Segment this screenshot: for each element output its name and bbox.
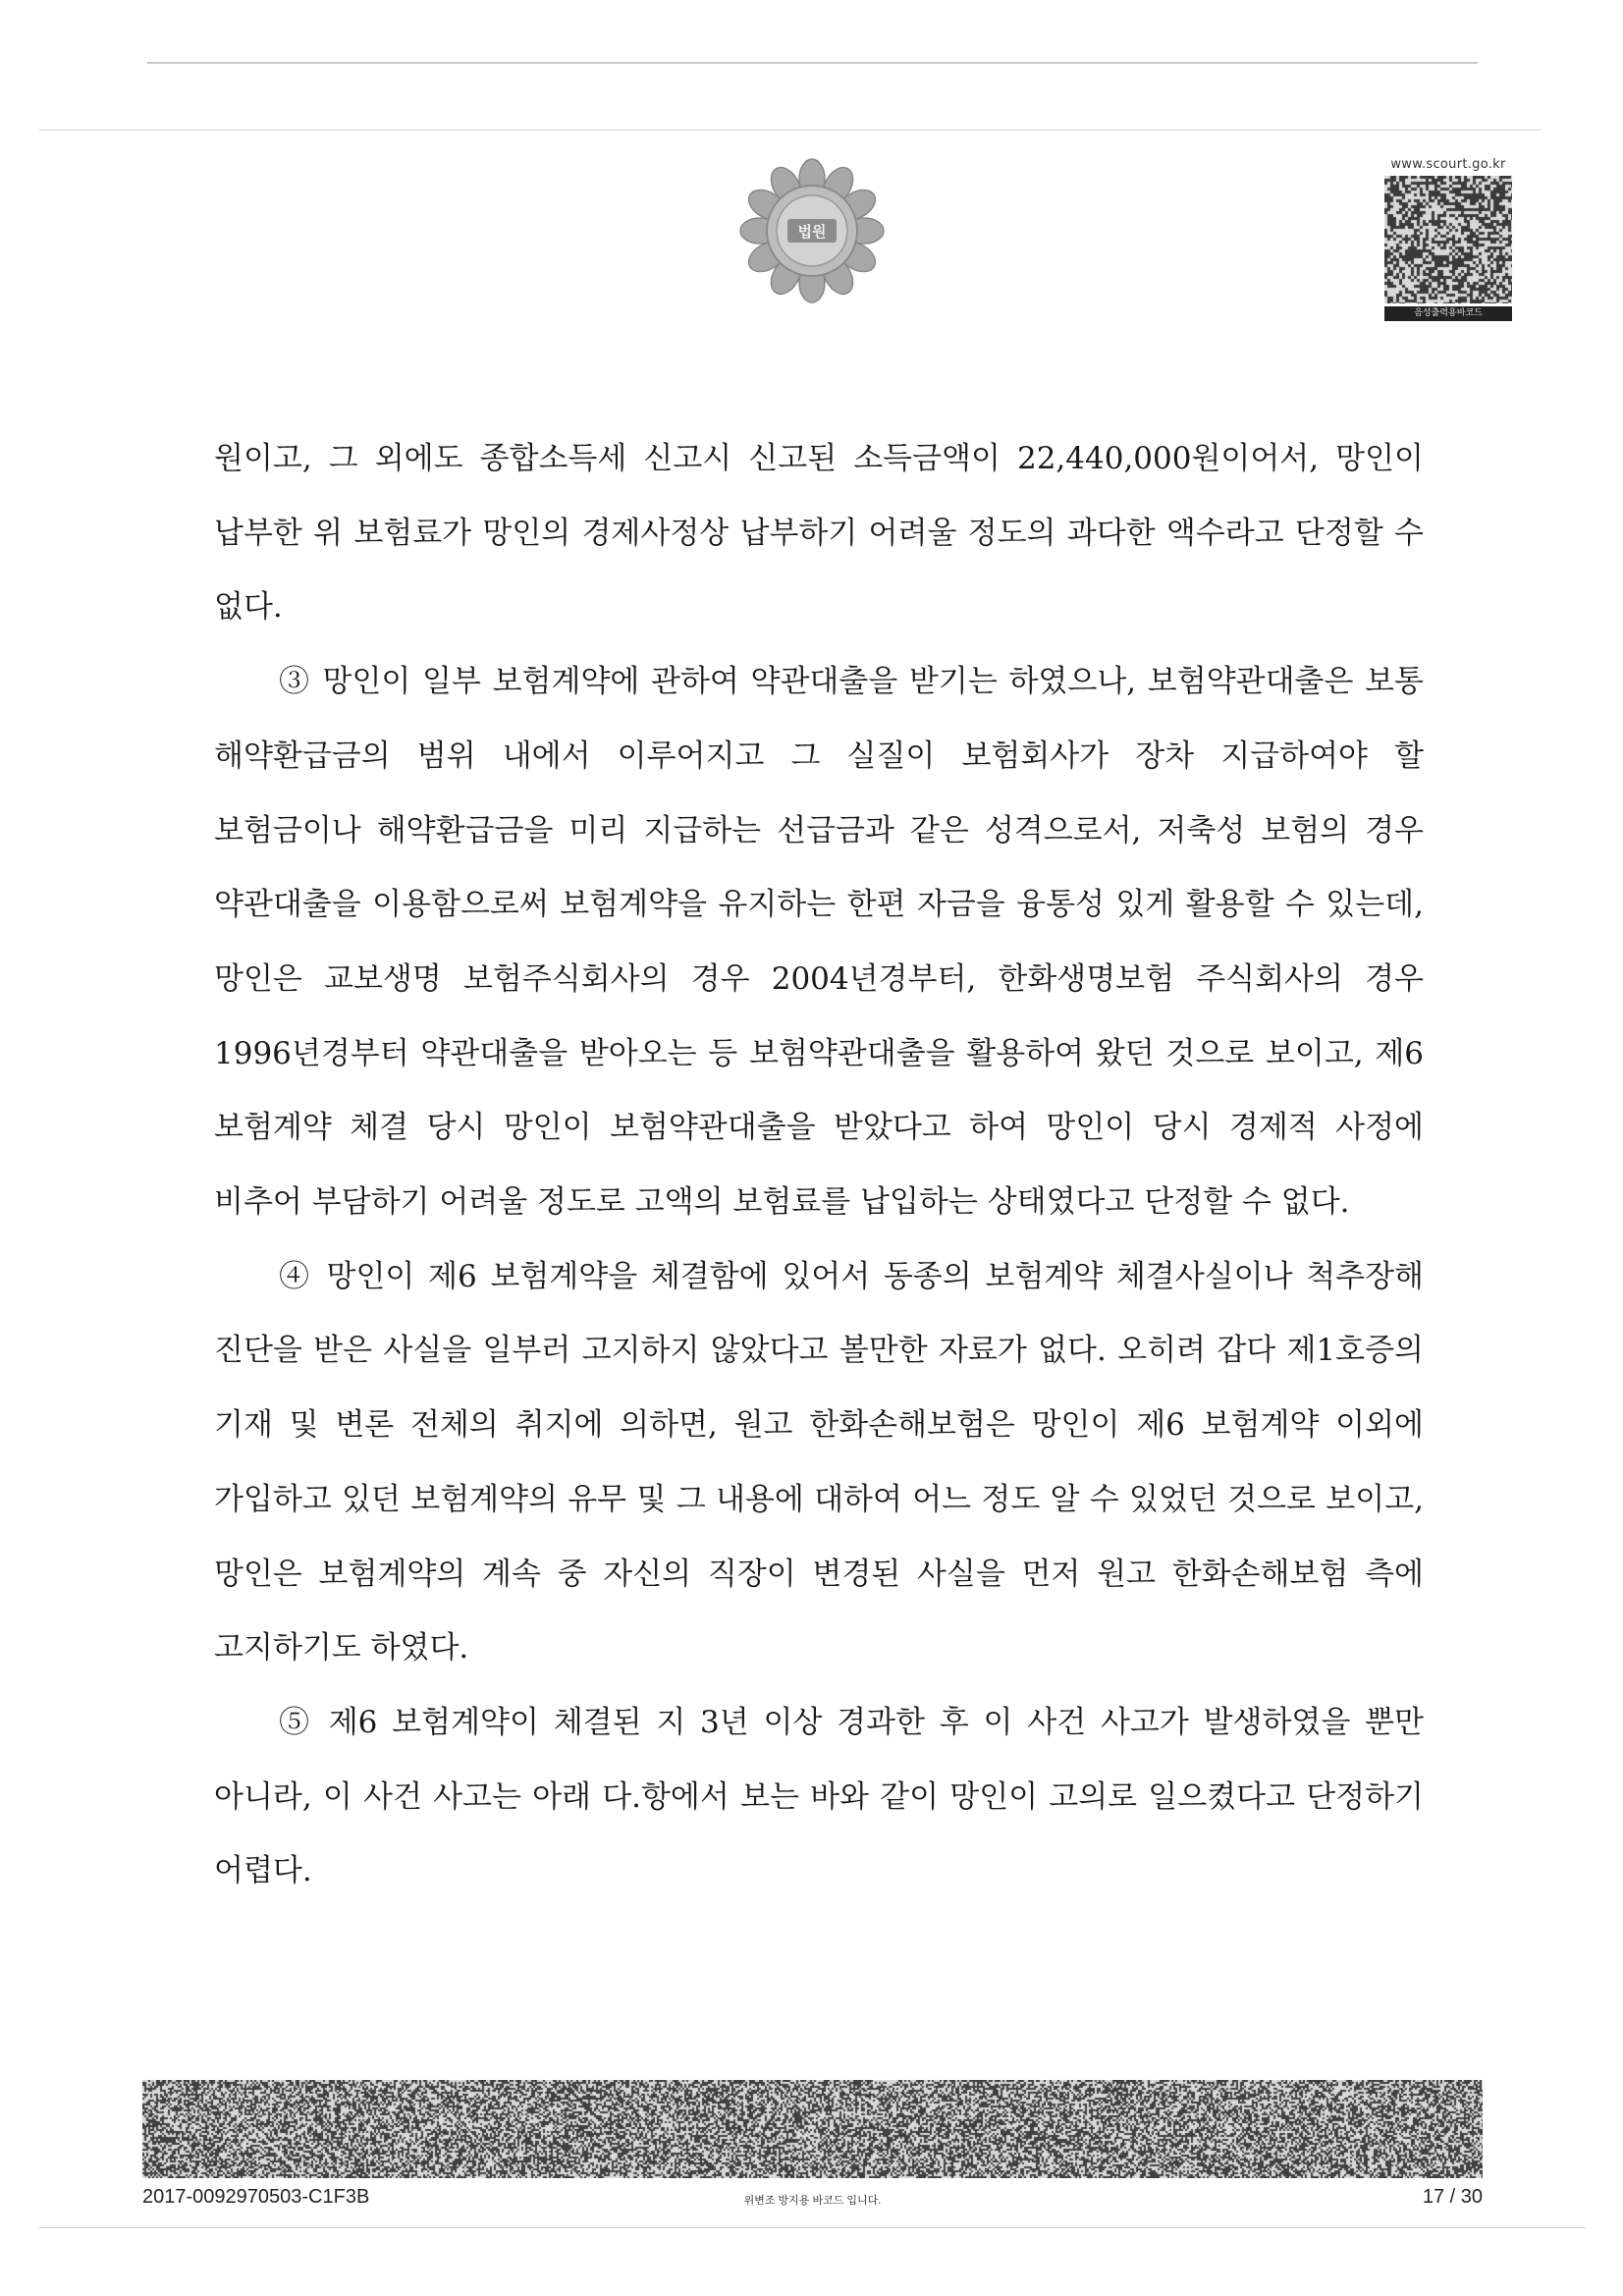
- barcode-note: 위변조 방지용 바코드 입니다.: [743, 2195, 882, 2207]
- voice-barcode: [1380, 157, 1517, 321]
- footer: [142, 2186, 1483, 2215]
- paragraph-continuation: 원이고, 그 외에도 종합소득세 신고시 신고된 소득금액이 22,440,000원이어서, 망인이 납부한 위 보험료가 망인의 경제사정상 납부하기 어려울 정도의 과다한 액수라고 단정할 수 없다.: [214, 441, 1424, 626]
- anti-forgery-barcode: [142, 2080, 1483, 2178]
- qr-caption: 음성출력용바코드: [1384, 306, 1512, 321]
- qr-url: www.scourt.go.kr: [1390, 157, 1506, 172]
- scan-line-bottom: [39, 2227, 1586, 2228]
- qr-code-icon: [1384, 176, 1512, 303]
- paragraph-item-3: ③ 망인이 일부 보험계약에 관하여 약관대출을 받기는 하였으나, 보험약관대출은 보통 해약환급금의 범위 내에서 이루어지고 그 실질이 보험회사가 장차 지급하여야 할 보험금이나 해약환급금을 미리 지급하는 선급금과 같은 성격으로서, 저축성 보험의 경우 약관대출을 이용함으로써 보험계약을 유지하는 한편 자금을 융통성 있게 활용할 수 있는데, 망인은 교보생명 보험주식회사의 경우 2004년경부터, 한화생명보험 주식회사의 경우 1996년경부터 약관대출을 받아오는 등 보험약관대출을 활용하여 왔던 것으로 보이고, 제6 보험계약 체결 당시 망인이 보험약관대출을 받았다고 하여 망인이 당시 경제적 사정에 비추어 부담하기 어려울 정도로 고액의 보험료를 납입하는 상태였다고 단정할 수 없다.: [214, 664, 1424, 1221]
- scan-line-top-2: [39, 130, 1542, 131]
- document-body: [214, 422, 1424, 1909]
- scan-line-top: [147, 62, 1478, 64]
- seal-text: 법원: [797, 223, 827, 241]
- document-code: 2017-0092970503-C1F3B: [142, 2186, 370, 2208]
- paragraph-item-4: ④ 망인이 제6 보험계약을 체결함에 있어서 동종의 보험계약 체결사실이나 척추장해 진단을 받은 사실을 일부러 고지하지 않았다고 볼만한 자료가 없다. 오히려 갑다 제1호증의 기재 및 변론 전체의 취지에 의하면, 원고 한화손해보험은 망인이 제6 보험계약 이외에 가입하고 있던 보험계약의 유무 및 그 내용에 대하여 어느 정도 알 수 있었던 것으로 보이고, 망인은 보험계약의 계속 중 자신의 직장이 변경된 사실을 먼저 원고 한화손해보험 측에 고지하기도 하였다.: [214, 1258, 1424, 1667]
- court-seal-icon: [738, 157, 886, 304]
- page-number: 17 / 30: [1422, 2186, 1483, 2208]
- paragraph-item-5: ⑤ 제6 보험계약이 체결된 지 3년 이상 경과한 후 이 사건 사고가 발생하였을 뿐만 아니라, 이 사건 사고는 아래 다.항에서 보는 바와 같이 망인이 고의로 일으켰다고 단정하기 어렵다.: [214, 1704, 1424, 1889]
